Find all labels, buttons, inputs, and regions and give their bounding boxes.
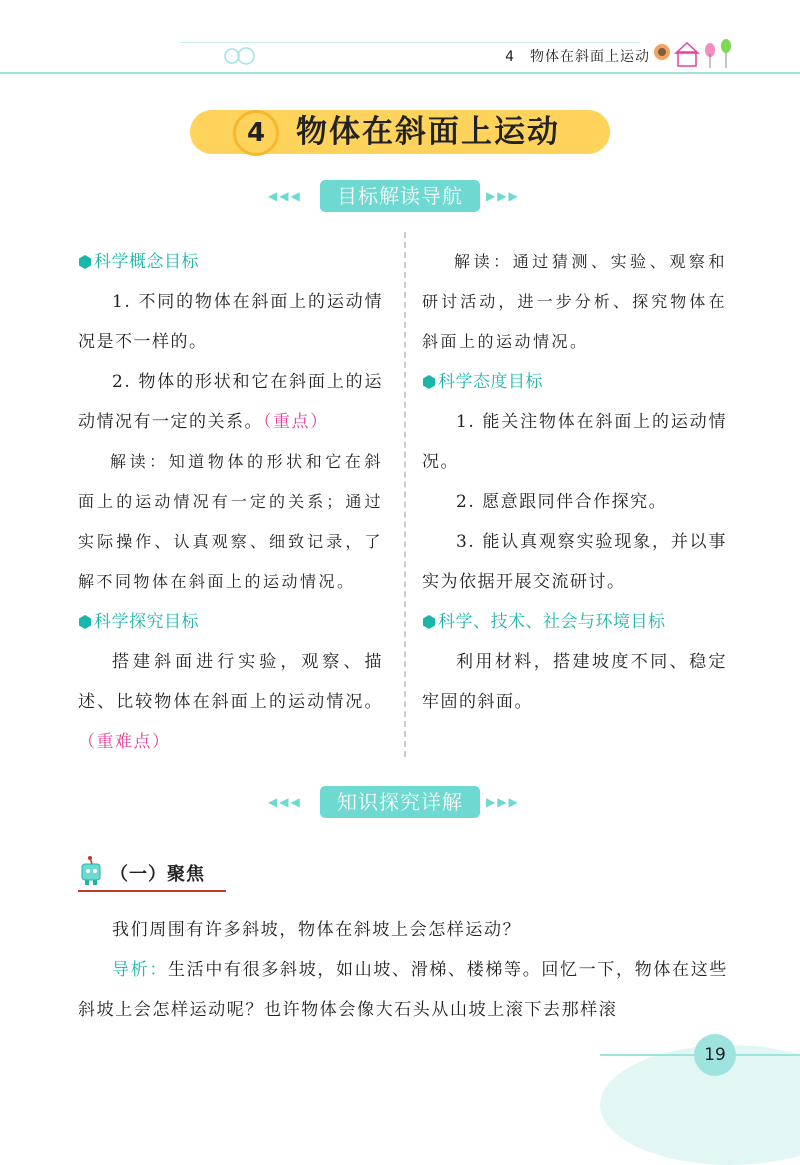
running-title: 4 物体在斜面上运动: [505, 49, 650, 65]
hexagon-bullet-icon: [422, 615, 436, 629]
attitude-goal-1: 1. 能关注物体在斜面上的运动情况。: [422, 412, 727, 472]
guide-label: 导析：: [112, 960, 169, 980]
key-difficulty-tag: （重难点）: [78, 732, 171, 752]
knowledge-banner: 知识探究详解: [320, 786, 480, 818]
page-number: 19: [694, 1034, 736, 1076]
sts-goal-heading: 科学、技术、社会与环境目标: [422, 602, 727, 642]
inquiry-goal-heading: 科学探究目标: [78, 602, 383, 642]
inquiry-goal-text: 搭建斜面进行实验，观察、描述、比较物体在斜面上的运动情况。（重难点）: [78, 652, 383, 752]
column-divider: [404, 232, 406, 757]
hexagon-bullet-icon: [78, 255, 92, 269]
inquiry-goal-note: 解读：通过猜测、实验、观察和研讨活动，进一步分析、探究物体在斜面上的运动情况。: [422, 252, 727, 351]
robot-mascot-icon: [78, 856, 104, 886]
circles-decoration-icon: [222, 44, 262, 68]
banner-left-arrows-icon: ◀◀◀: [268, 795, 302, 809]
section-title: （一）聚焦: [110, 864, 205, 885]
banner-right-arrows-icon: ▶▶▶: [486, 795, 520, 809]
banner-left-arrows-icon: ◀◀◀: [268, 189, 302, 203]
attitude-goal-3: 3. 能认真观察实验现象，并以事实为依据开展交流研讨。: [422, 532, 727, 592]
attitude-goal-heading: 科学态度目标: [422, 362, 727, 402]
concept-goal-1: 1. 不同的物体在斜面上的运动情况是不一样的。: [78, 292, 383, 352]
chapter-title: 物体在斜面上运动: [296, 114, 560, 150]
key-point-tag: （重点）: [263, 412, 329, 432]
house-balloon-decoration-icon: [652, 38, 742, 72]
section-body: [78, 910, 728, 1030]
right-column: [422, 242, 727, 722]
header-top-line: [180, 42, 640, 43]
sts-goal-text: 利用材料，搭建坡度不同、稳定牢固的斜面。: [422, 652, 727, 712]
left-column: [78, 242, 383, 762]
focus-question: 我们周围有许多斜坡，物体在斜坡上会怎样运动？: [112, 920, 522, 940]
hexagon-bullet-icon: [422, 375, 436, 389]
attitude-goal-2: 2. 愿意跟同伴合作探究。: [456, 492, 668, 512]
guide-paragraph: 导析：生活中有很多斜坡，如山坡、滑梯、楼梯等。回忆一下，物体在这些斜坡上会怎样运动呢？也许物体会像大石头从山坡上滚下去那样滚: [78, 960, 728, 1020]
header-rule: [0, 72, 800, 74]
hexagon-bullet-icon: [78, 615, 92, 629]
chapter-number: 4: [233, 110, 279, 156]
banner-right-arrows-icon: ▶▶▶: [486, 189, 520, 203]
goals-banner: 目标解读导航: [320, 180, 480, 212]
concept-goal-note: 解读：知道物体的形状和它在斜面上的运动情况有一定的关系；通过实际操作、认真观察、细致记录，了解不同物体在斜面上的运动情况。: [78, 452, 383, 591]
concept-goal-2: 2. 物体的形状和它在斜面上的运动情况有一定的关系。（重点）: [78, 372, 383, 432]
concept-goal-heading: 科学概念目标: [78, 242, 383, 282]
